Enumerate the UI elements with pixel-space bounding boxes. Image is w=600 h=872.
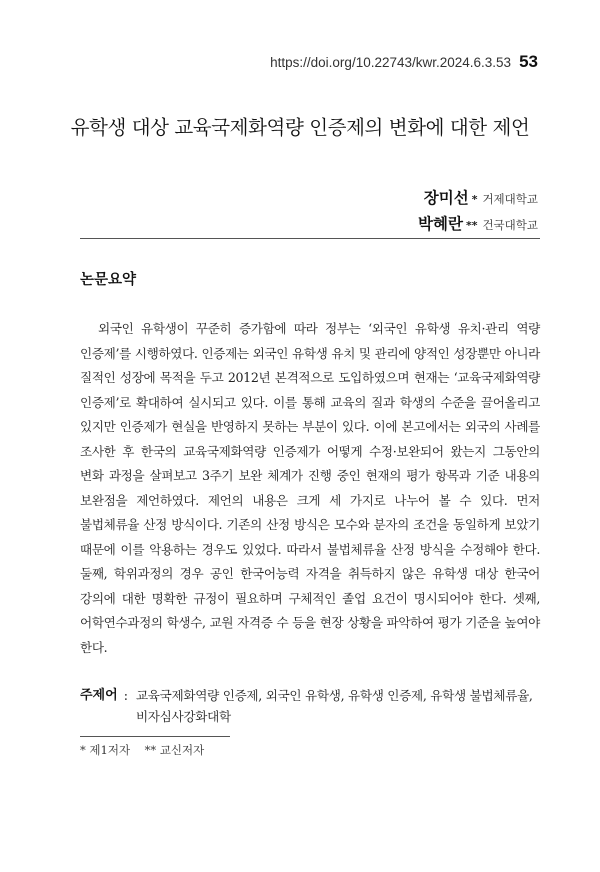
doi-link[interactable]: https://doi.org/10.22743/kwr.2024.6.3.53 (270, 55, 512, 70)
keywords (80, 685, 540, 727)
author-block (418, 186, 538, 238)
running-header (270, 52, 538, 72)
abstract-body: 외국인 유학생이 꾸준히 증가함에 따라 정부는 ‘외국인 유학생 유치·관리 역량 인증제’를 시행하였다. 인증제는 외국인 유학생 유치 및 관리에 양적인 성장뿐만 아니라 질적인 성장에 목적을 두고 2012년 본격적으로 도입하였으며 현재는 ‘교육국제화역량 인증제’로 확대하여 실시되고 있다. 이를 통해 교육의 질과 학생의 수준을 끌어올리고 있지만 인증제가 현실을 반영하지 못하는 부분이 있다. 이에 본고에서는 외국의 사례를 조사한 후 한국의 교육국제화역량 인증제가 어떻게 수정·보완되어 왔는지 그동안의 변화 과정을 살펴보고 3주기 보완 체계가 진행 중인 현재의 평가 항목과 기준 내용의 보완점을 제언하였다. 제언의 내용은 크게 세 가지로 나누어 볼 수 있다. 먼저 불법체류율 산정 방식이다. 기존의 산정 방식은 모수와 분자의 조건을 동일하게 보았기 때문에 이를 악용하는 경우도 있었다. 따라서 불법체류율 산정 방식을 수정해야 한다. 둘째, 학위과정의 경우 공인 한국어능력 자격을 취득하지 않은 유학생 대상 한국어 강의에 대한 명확한 규정이 필요하며 구체적인 졸업 요건이 명시되어야 한다. 셋째, 어학연수과정의 학생수, 교원 자격증 수 등을 현장 상황을 파악하여 평가 기준을 높여야 한다. (80, 321, 540, 655)
author-1 (418, 186, 538, 212)
footnote: * 제1저자 ** 교신저자 (80, 743, 205, 757)
author-2 (418, 212, 538, 238)
author-affiliation: 건국대학교 (482, 218, 538, 232)
author-name: 장미선 (423, 189, 469, 207)
divider (80, 238, 540, 239)
keywords-label: 주제어 (80, 688, 118, 703)
author-affiliation: 거제대학교 (482, 192, 538, 206)
footnote-divider (80, 736, 230, 737)
keywords-text: 교육국제화역량 인증제, 외국인 유학생, 유학생 인증제, 유학생 불법체류율, 비자심사강화대학 (135, 688, 533, 724)
author-footnote-mark: * (471, 193, 478, 206)
author-name: 박혜란 (418, 215, 463, 233)
keywords-separator: : (123, 688, 128, 703)
paper-title: 유학생 대상 교육국제화역량 인증제의 변화에 대한 제언 (70, 116, 530, 139)
abstract-heading: 논문요약 (80, 272, 137, 288)
page-number: 53 (519, 52, 538, 71)
author-footnote-mark: ** (465, 219, 478, 232)
